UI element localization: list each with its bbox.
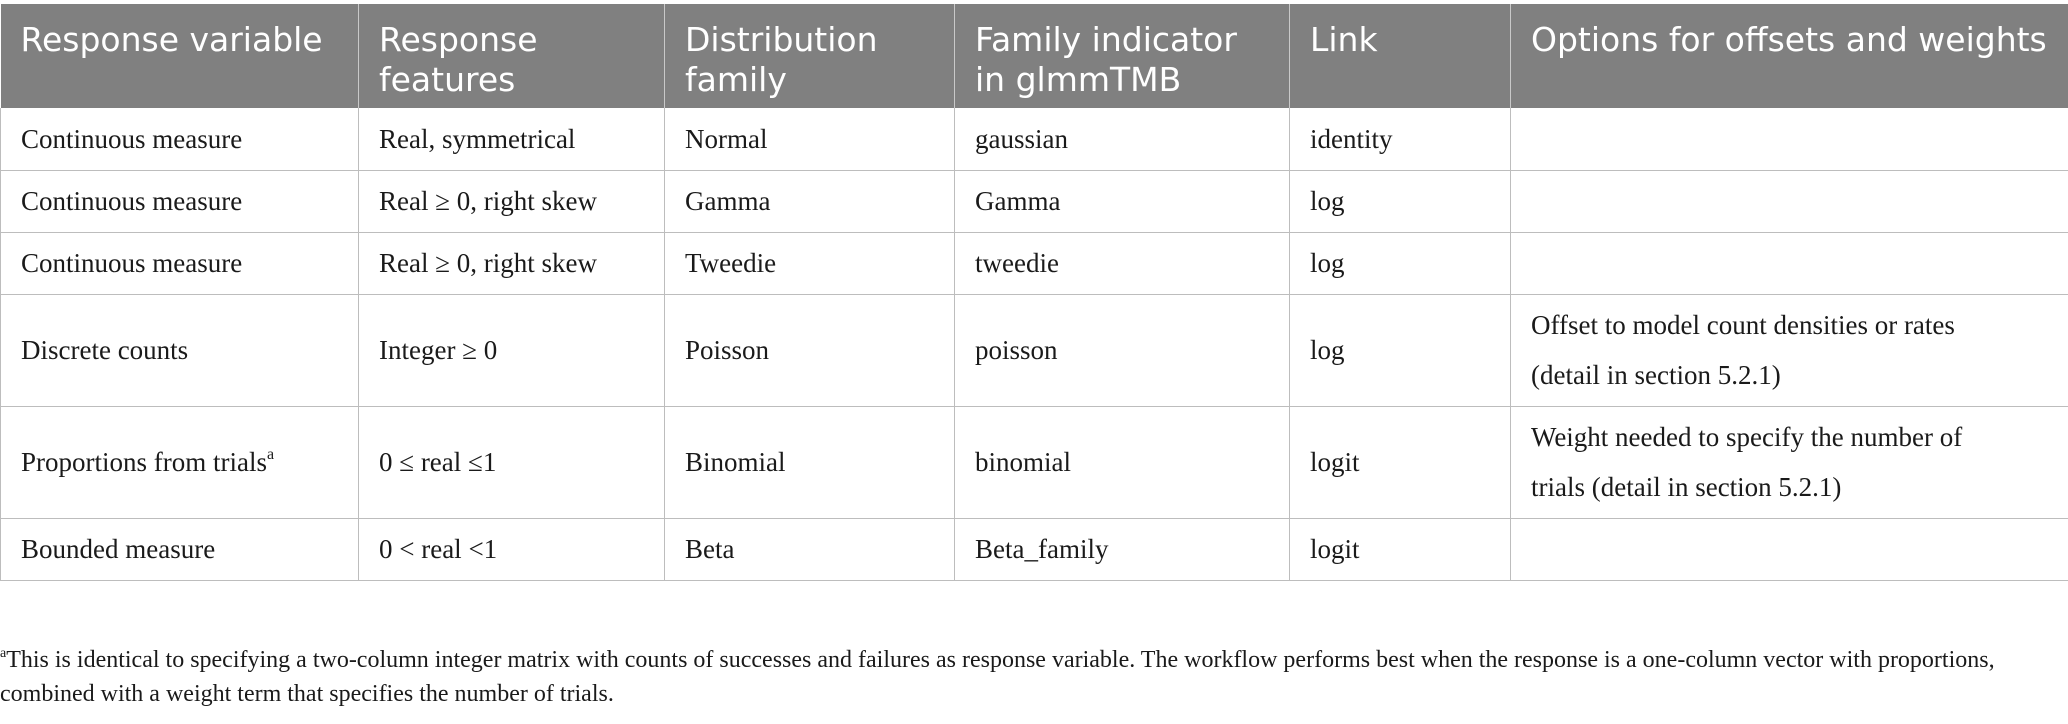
table-row bbox=[1, 232, 2068, 294]
cell-response-features: Real ≥ 0, right skew bbox=[359, 232, 665, 294]
cell-options bbox=[1511, 232, 2068, 294]
cell-family-indicator: gaussian bbox=[955, 108, 1290, 170]
table-footnote bbox=[0, 643, 2068, 711]
cell-options bbox=[1511, 518, 2068, 580]
cell-distribution-family: Binomial bbox=[665, 406, 955, 518]
cell-link: log bbox=[1290, 232, 1511, 294]
cell-response-variable-text: Proportions from trials bbox=[21, 447, 267, 477]
cell-options-line-1: Weight needed to specify the number of bbox=[1531, 422, 1963, 452]
cell-link: logit bbox=[1290, 406, 1511, 518]
cell-link: log bbox=[1290, 294, 1511, 406]
cell-options bbox=[1511, 294, 2068, 406]
cell-response-features: 0 ≤ real ≤1 bbox=[359, 406, 665, 518]
header-family-indicator: Family indicator in glmmTMB bbox=[955, 4, 1290, 108]
cell-options bbox=[1511, 170, 2068, 232]
footnote-marker: a bbox=[0, 646, 7, 661]
footnote-text: This is identical to specifying a two-column integer matrix with counts of successes and failures as response variable. The workflow performs best when the response is a one-column vector with proportions, combined with a weight term that specifies the number of trials. bbox=[0, 647, 1995, 707]
table bbox=[0, 4, 2068, 581]
cell-response-variable: Continuous measure bbox=[1, 108, 359, 170]
cell-response-variable: Bounded measure bbox=[1, 518, 359, 580]
table-header bbox=[1, 4, 2068, 108]
cell-distribution-family: Beta bbox=[665, 518, 955, 580]
footnote-marker: a bbox=[266, 446, 275, 463]
table-row bbox=[1, 406, 2068, 518]
table-row bbox=[1, 294, 2068, 406]
cell-response-variable: Continuous measure bbox=[1, 170, 359, 232]
cell-family-indicator: Beta_family bbox=[955, 518, 1290, 580]
cell-link: log bbox=[1290, 170, 1511, 232]
cell-options-line-2: trials (detail in section 5.2.1) bbox=[1531, 472, 1842, 502]
header-response-features: Response features bbox=[359, 4, 665, 108]
cell-link: logit bbox=[1290, 518, 1511, 580]
cell-response-features: 0 < real <1 bbox=[359, 518, 665, 580]
header-row bbox=[1, 4, 2068, 108]
table-body bbox=[1, 108, 2068, 580]
cell-response-features: Real ≥ 0, right skew bbox=[359, 170, 665, 232]
header-options-offsets-weights: Options for offsets and weights bbox=[1511, 4, 2068, 108]
header-link: Link bbox=[1290, 4, 1511, 108]
header-response-variable: Response variable bbox=[1, 4, 359, 108]
header-distribution-family: Distribution family bbox=[665, 4, 955, 108]
cell-family-indicator: Gamma bbox=[955, 170, 1290, 232]
table-row bbox=[1, 108, 2068, 170]
cell-response-features: Integer ≥ 0 bbox=[359, 294, 665, 406]
cell-response-variable: Discrete counts bbox=[1, 294, 359, 406]
cell-distribution-family: Poisson bbox=[665, 294, 955, 406]
cell-family-indicator: binomial bbox=[955, 406, 1290, 518]
cell-distribution-family: Normal bbox=[665, 108, 955, 170]
cell-response-variable bbox=[1, 406, 359, 518]
cell-link: identity bbox=[1290, 108, 1511, 170]
cell-response-variable: Continuous measure bbox=[1, 232, 359, 294]
cell-family-indicator: tweedie bbox=[955, 232, 1290, 294]
cell-family-indicator: poisson bbox=[955, 294, 1290, 406]
cell-distribution-family: Gamma bbox=[665, 170, 955, 232]
cell-options-line-2: (detail in section 5.2.1) bbox=[1531, 360, 1781, 390]
cell-options-line-1: Offset to model count densities or rates bbox=[1531, 310, 1955, 340]
cell-options bbox=[1511, 108, 2068, 170]
cell-response-features: Real, symmetrical bbox=[359, 108, 665, 170]
cell-options bbox=[1511, 406, 2068, 518]
table-row bbox=[1, 170, 2068, 232]
glmm-family-table bbox=[0, 4, 2068, 581]
cell-distribution-family: Tweedie bbox=[665, 232, 955, 294]
table-row bbox=[1, 518, 2068, 580]
